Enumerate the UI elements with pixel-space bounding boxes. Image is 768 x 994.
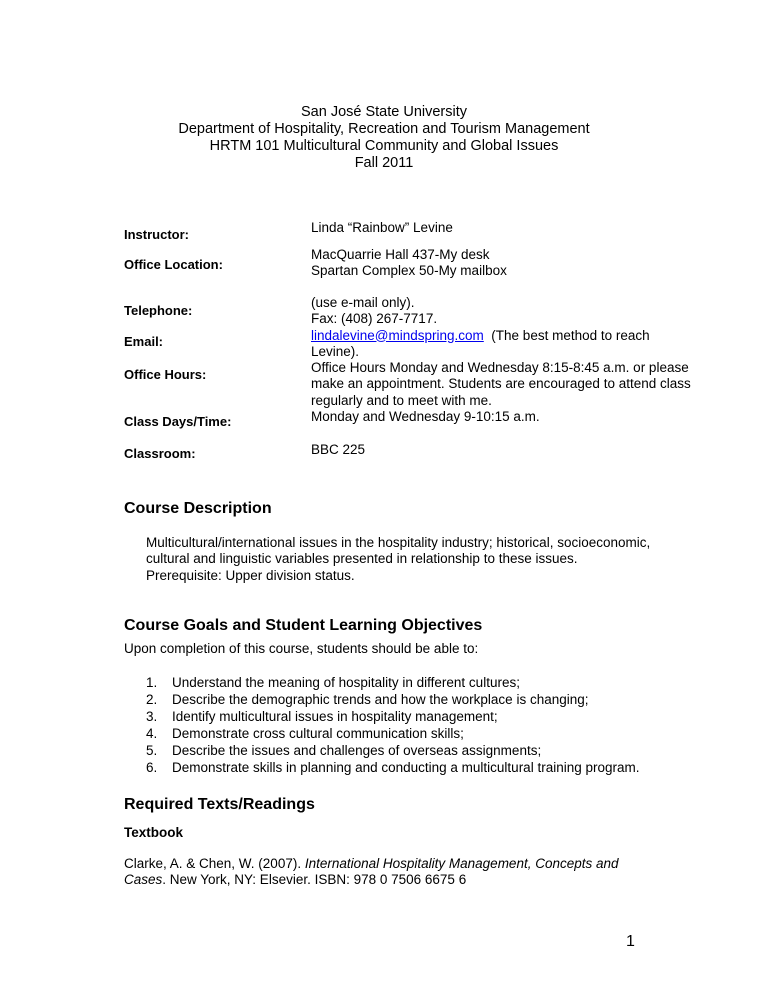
item-text: Understand the meaning of hospitality in different cultures; [172, 675, 520, 690]
item-number: 5. [146, 743, 158, 758]
email-line [311, 328, 731, 344]
office-location-label: Office Location: [124, 257, 223, 272]
textbook-subheading: Textbook [124, 825, 184, 840]
goals-intro: Upon completion of this course, students should be able to: [124, 641, 479, 656]
course-description-heading: Course Description [124, 500, 272, 517]
office-hours-line-3: regularly and to meet with me. [311, 392, 492, 408]
citation-title: International Hospitality Management, Concepts and [304, 856, 619, 871]
textbook-citation [124, 856, 619, 889]
item-text: Demonstrate skills in planning and conducting a multicultural training program. [172, 760, 640, 775]
fax-value: Fax: (408) 267-7717. [311, 311, 438, 327]
list-item [146, 742, 640, 759]
document-header [0, 104, 768, 172]
office-line-1: MacQuarrie Hall 437-My desk [311, 247, 490, 262]
item-text: Identify multicultural issues in hospitality management; [172, 709, 498, 724]
citation-publisher: . New York, NY: Elsevier. ISBN: 978 0 7506 6675 6 [162, 872, 467, 888]
objectives-list [146, 674, 640, 776]
description-line: Prerequisite: Upper division status. [146, 567, 355, 583]
list-item [146, 759, 640, 776]
office-hours-line-1: Office Hours Monday and Wednesday 8:15-8:45 a.m. or please [311, 360, 689, 376]
course-title: HRTM 101 Multicultural Community and Global Issues [209, 138, 559, 154]
required-texts-heading: Required Texts/Readings [124, 796, 315, 813]
classroom-label: Classroom: [124, 446, 196, 461]
page-number: 1 [626, 933, 635, 950]
email-link[interactable]: lindalevine@mindspring.com [311, 327, 484, 343]
classroom-value: BBC 225 [311, 442, 366, 457]
description-line: cultural and linguistic variables presented in relationship to these issues. [146, 551, 578, 567]
description-line: Multicultural/international issues in the hospitality industry; historical, socioeconomic, [146, 535, 651, 550]
office-hours-line-2: make an appointment. Students are encouraged to attend class [311, 376, 691, 392]
goals-heading: Course Goals and Student Learning Objectives [124, 617, 483, 634]
department-name: Department of Hospitality, Recreation and Tourism Management [178, 121, 590, 137]
email-note-cont: Levine). [311, 343, 360, 359]
email-label: Email: [124, 334, 164, 349]
office-location-value [311, 247, 731, 279]
instructor-label: Instructor: [124, 227, 189, 242]
university-name: San José State University [300, 104, 468, 120]
item-number: 4. [146, 726, 158, 741]
term: Fall 2011 [354, 155, 414, 171]
item-number: 6. [146, 760, 158, 775]
email-note: (The best method to reach [483, 327, 650, 343]
item-text: Demonstrate cross cultural communication skills; [172, 726, 464, 741]
list-item [146, 674, 640, 691]
course-description-body [146, 535, 650, 584]
item-text: Describe the issues and challenges of overseas assignments; [172, 743, 542, 758]
item-text: Describe the demographic trends and how the workplace is changing; [172, 692, 589, 707]
list-item [146, 691, 640, 708]
item-number: 3. [146, 709, 158, 724]
office-line-2: Spartan Complex 50-My mailbox [311, 263, 507, 278]
contact-block [311, 295, 731, 425]
instructor-value: Linda “Rainbow” Levine [311, 220, 453, 235]
office-hours-label: Office Hours: [124, 367, 207, 382]
citation-title-cont: Cases [124, 872, 163, 888]
citation-authors: Clarke, A. & Chen, W. (2007). [124, 856, 305, 871]
telephone-label: Telephone: [124, 303, 193, 318]
class-days-value: Monday and Wednesday 9-10:15 a.m. [311, 409, 540, 425]
telephone-value: (use e-mail only). [311, 295, 415, 310]
list-item [146, 725, 640, 742]
list-item [146, 708, 640, 725]
class-days-label: Class Days/Time: [124, 414, 232, 429]
item-number: 2. [146, 692, 158, 707]
item-number: 1. [146, 675, 158, 690]
